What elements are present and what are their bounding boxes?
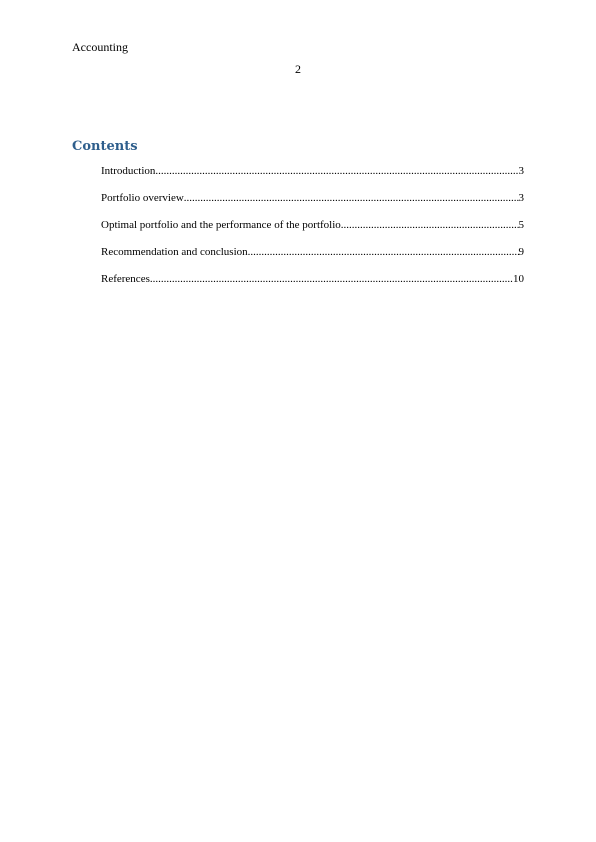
toc-dot-leader bbox=[150, 272, 513, 286]
toc-entry-portfolio-overview[interactable] bbox=[101, 191, 524, 218]
toc-entry-introduction[interactable] bbox=[101, 164, 524, 191]
toc-entry-page: 3 bbox=[518, 165, 524, 177]
toc-entry-recommendation[interactable] bbox=[101, 245, 524, 272]
toc-entry-title: Optimal portfolio and the performance of the portfolio bbox=[101, 219, 341, 231]
toc-entry-title: References bbox=[101, 273, 150, 285]
page-number: 2 bbox=[295, 62, 301, 76]
toc-dot-leader bbox=[341, 218, 519, 232]
toc-dot-leader bbox=[184, 191, 519, 205]
toc-entry-title: Introduction bbox=[101, 165, 156, 177]
table-of-contents bbox=[101, 164, 524, 299]
toc-entry-references[interactable] bbox=[101, 272, 524, 299]
toc-entry-page: 9 bbox=[518, 246, 524, 258]
toc-dot-leader bbox=[248, 245, 519, 259]
toc-entry-title: Portfolio overview bbox=[101, 192, 184, 204]
toc-entry-title: Recommendation and conclusion bbox=[101, 246, 248, 258]
toc-entry-page: 3 bbox=[518, 192, 524, 204]
running-head: Accounting bbox=[72, 40, 128, 54]
toc-entry-optimal-portfolio[interactable] bbox=[101, 218, 524, 245]
toc-entry-page: 5 bbox=[518, 219, 524, 231]
toc-entry-page: 10 bbox=[513, 273, 524, 285]
toc-heading: Contents bbox=[72, 139, 138, 154]
toc-dot-leader bbox=[155, 164, 518, 178]
